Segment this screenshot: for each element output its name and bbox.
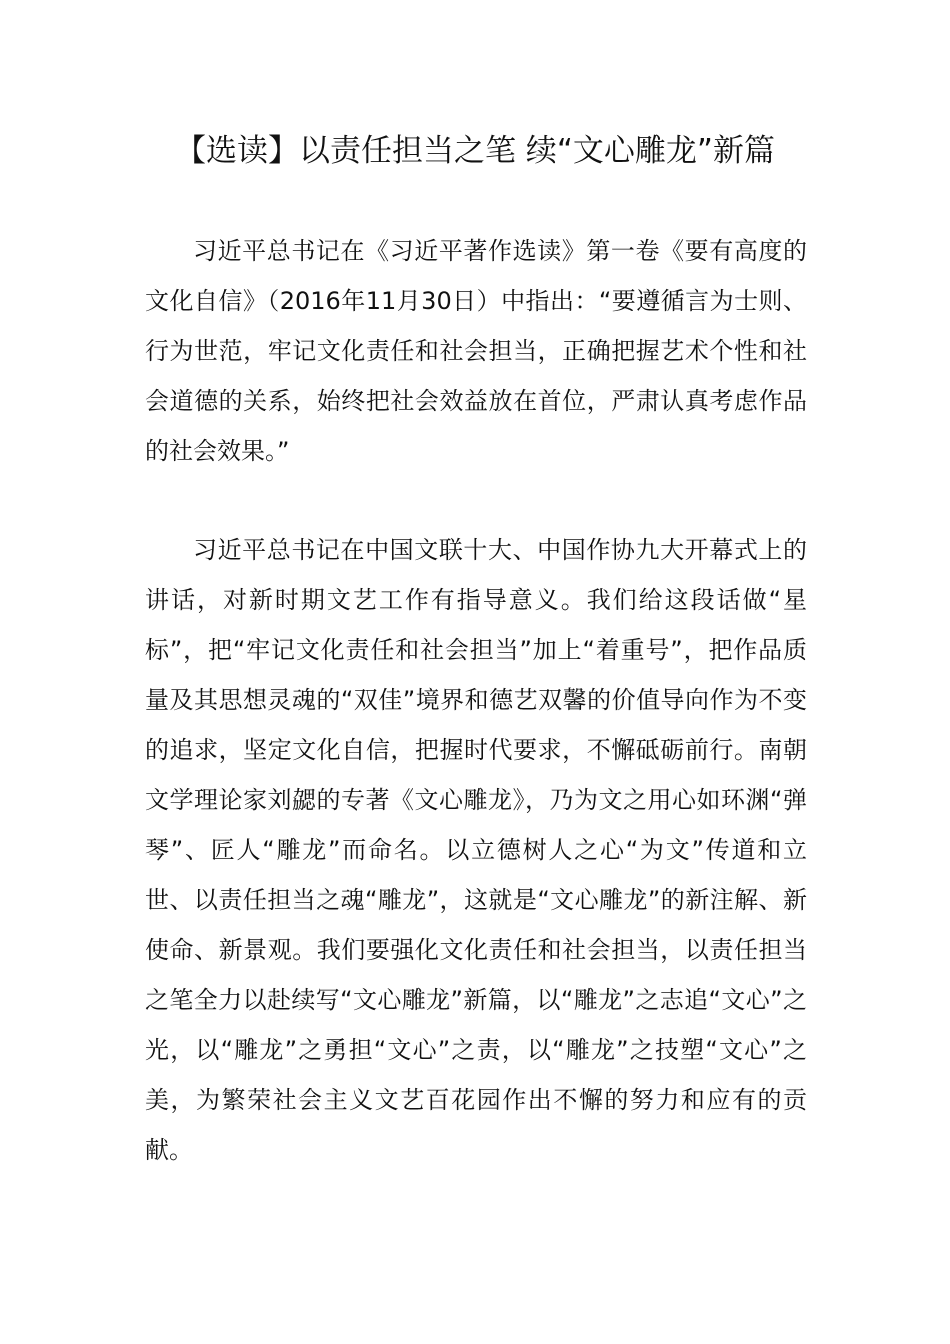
paragraph-1: 习近平总书记在《习近平著作选读》第一卷《要有高度的文化自信》（2016年11月30日）中指出：“要遵循言为士则、行为世范，牢记文化责任和社会担当，正确把握艺术个性和社会道德的关系，始终把社会效益放在首位，严肃认真考虑作品的社会效果。” [145,237,807,465]
document-title: 【选读】以责任担当之笔 续“文心雕龙”新篇 [175,133,775,169]
paragraph-2: 习近平总书记在中国文联十大、中国作协九大开幕式上的讲话，对新时期文艺工作有指导意义。我们给这段话做“星标”，把“牢记文化责任和社会担当”加上“着重号”，把作品质量及其思想灵魂的“双佳”境界和德艺双馨的价值导向作为不变的追求，坚定文化自信，把握时代要求，不懈砥砺前行。南朝文学理论家刘勰的专著《文心雕龙》，乃为文之用心如环渊“弹琴”、匠人“雕龙”而命名。以立德树人之心“为文”传道和立世、以责任担当之魂“雕龙”，这就是“文心雕龙”的新注解、新使命、新景观。我们要强化文化责任和社会担当，以责任担当之笔全力以赴续写“文心雕龙”新篇，以“雕龙”之志追“文心”之光，以“雕龙”之勇担“文心”之责，以“雕龙”之技塑“文心”之美，为繁荣社会主义文艺百花园作出不懈的努力和应有的贡献。 [145,536,807,1164]
